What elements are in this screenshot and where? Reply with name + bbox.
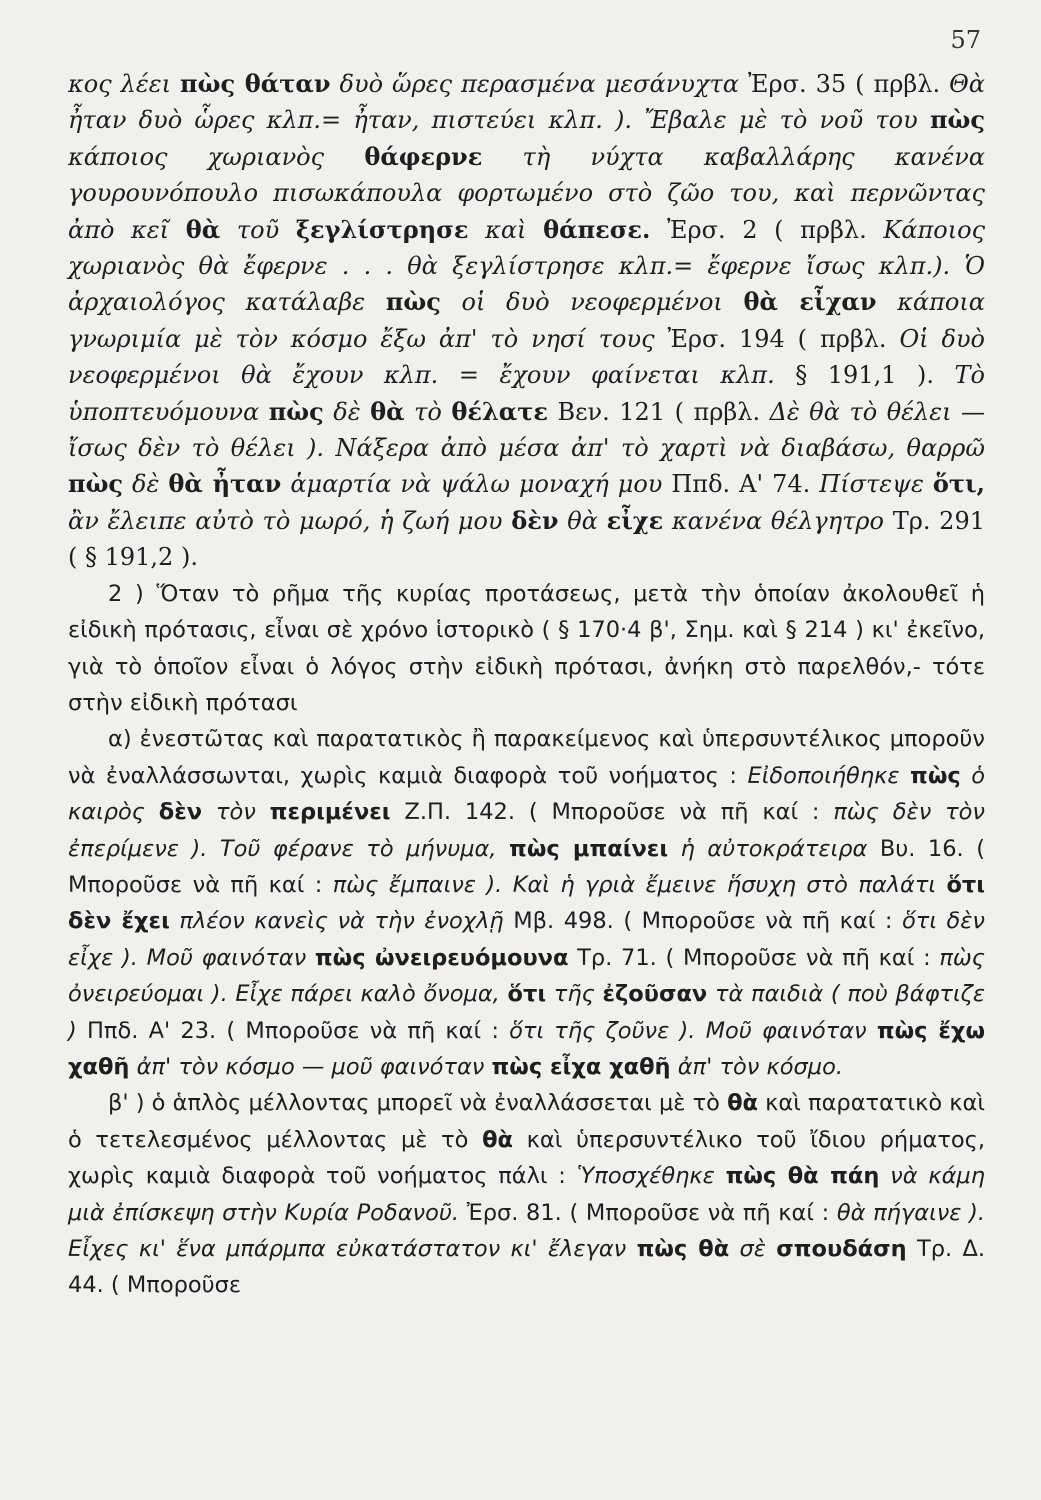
italic-example-text: Εἶχε πάρει καλὸ ὄνομα, (235, 981, 508, 1008)
body-text-run: Βεν. 121 ( πρβλ. (547, 397, 770, 426)
bold-example-word: πὼς ἔχω χαθῆ (68, 1017, 986, 1080)
paragraph-p4 (68, 1085, 985, 1303)
italic-example-text: ἀπ' τὸν κόσμο — μοῦ φαινόταν (129, 1053, 492, 1080)
italic-example-text: Νάξερα ἀπὸ μέσα ἀπ' τὸ χαρτὶ νὰ διαβάσω, θαρρῶ (335, 434, 985, 463)
bold-example-word: πὼς μπαίνει (509, 835, 669, 862)
bold-example-word: θὰ (727, 1090, 758, 1117)
body-text-run: α) ἐνεστῶτας καὶ παρατατικὸς ἢ παρακείμενος καὶ ὑπερσυντέλικος μποροῦν νὰ ἐναλλάσσωνται, χωρὶς καμιὰ διαφορὰ τοῦ νοήματος : (68, 726, 985, 789)
bold-example-word: πὼς (68, 469, 124, 499)
italic-example-text: Μοῦ φαινόταν (705, 1017, 877, 1044)
paragraph-p1 (68, 66, 985, 576)
body-text (68, 66, 985, 1304)
paragraph-p2 (68, 576, 985, 722)
italic-example-text: Τοῦ φέρανε τὸ μήνυμα, (219, 835, 510, 862)
italic-example-text: καὶ (468, 215, 544, 244)
paragraph-p3 (68, 721, 985, 1085)
italic-example-text: ἀπ' τὸν κόσμο. (670, 1053, 843, 1080)
italic-example-text: ὅτι τῆς ζοῦνε ). (509, 1017, 696, 1044)
italic-example-text: σὲ (729, 1236, 777, 1262)
italic-example-text: τὰ παιδιὰ ( ποὺ βάφτιζε ) (68, 981, 985, 1044)
italic-example-text: θὰ (558, 506, 607, 535)
italic-example-text: Δὲ θὰ τὸ θέλει — ἴσως δὲν τὸ θέλει ). (68, 397, 986, 463)
body-text-run (502, 872, 512, 898)
body-text-run (950, 252, 964, 280)
italic-example-text: Τὸ ὑποπτευόμουνα (68, 361, 985, 426)
italic-example-text: πὼς δὲν τὸν ἐπερίμενε ). (68, 799, 985, 862)
italic-example-text: ὅτι δὲν εἶχε ). (68, 908, 985, 971)
body-text-run: Ζ.Π. 142. ( Μποροῦσε νὰ πῆ καί : (390, 799, 834, 826)
bold-example-word: ὅτι δὲν ἔχει (68, 871, 986, 935)
italic-example-text: ἁμαρτία νὰ ψάλω μοναχή μου (281, 470, 672, 499)
bold-example-word: θὰ ἦταν (168, 469, 282, 499)
italic-example-text: κάποια γνωριμία μὲ τὸν κόσμο ἔξω ἀπ' τὸ νησί τους (68, 288, 985, 353)
italic-example-text: Οἱ δυὸ νεοφερμένοι θὰ ἔχουν κλπ. = ἔχουν φαίνεται κλπ. (68, 324, 985, 390)
italic-example-text: Εἰδοποιήθηκε (747, 762, 911, 789)
body-text-run: § 191,1 ). (774, 361, 955, 390)
page-number: 57 (950, 26, 981, 54)
bold-example-word: πὼς (385, 287, 441, 317)
bold-example-word: θὰ (185, 214, 221, 244)
italic-example-text: Μοῦ φαινόταν (146, 944, 315, 971)
italic-example-text: πὼς ἔμπαινε ). (332, 871, 503, 898)
italic-example-text: Θὰ ἦταν δυὸ ὧρες κλπ.= ἦταν, πιστεύει κλπ. ). (68, 70, 986, 135)
italic-example-text: Κάποιος χωριανὸς θὰ ἔφερνε . . . θὰ ξεγλίστρησε κλπ.= ἔφερνε ἴσως κλπ.). (68, 215, 986, 281)
italic-example-text: πλέον κανεὶς νὰ τὴν ἐνοχλῇ (169, 908, 514, 935)
bold-example-word: δὲν (158, 799, 203, 826)
bold-example-word: σπουδάση (776, 1236, 907, 1262)
bold-example-word: πὼς (910, 762, 961, 789)
italic-example-text: δὲ (123, 470, 169, 499)
italic-example-text: Εἶχες κι' ἕνα μπάρμπα εὐκατάστατον κι' ἔλεγαν (68, 1236, 637, 1262)
body-text-run: Μβ. 498. ( Μποροῦσε νὰ πῆ καί : (513, 908, 903, 935)
bold-example-word: ὅτι, (932, 469, 985, 499)
italic-example-text: ἡ αὐτοκράτειρα (668, 835, 880, 862)
body-text-run (138, 945, 147, 971)
body-text-run: Τρ. 71. ( Μποροῦσε νὰ πῆ καί : (568, 944, 940, 971)
italic-example-text: θὰ πήγαινε ). (836, 1199, 985, 1226)
bold-example-word: πὼς θὰ πάη (725, 1163, 880, 1190)
bold-example-word: πὼς ὠνειρευόμουνα (314, 944, 569, 971)
body-text-run: Ἐρσ. 81. ( Μποροῦσε νὰ πῆ καί : (466, 1199, 837, 1226)
bold-example-word: πὼς (268, 396, 324, 426)
italic-example-text: κανένα θέλγητρο (663, 506, 893, 535)
italic-example-text: Ὁ ἀρχαιολόγος κατάλαβε (68, 252, 985, 317)
bold-example-word: πὼς θάταν (180, 69, 331, 98)
body-text-run: Ἐρσ. 35 ( πρβλ. (747, 70, 950, 98)
bold-example-word: ξεγλίστρησε (295, 214, 469, 244)
italic-example-text: Ὑποσχέθηκε (576, 1163, 726, 1190)
body-text-run (695, 1018, 705, 1044)
italic-example-text: πὼς ὀνειρεύομαι ). (68, 944, 985, 1008)
italic-example-text: δὲ (323, 397, 371, 426)
body-text-run (632, 106, 644, 134)
body-text-run: καὶ παρατατικὸ καὶ ὁ τετελεσμένος μέλλοντας μὲ τὸ (68, 1090, 985, 1153)
italic-example-text: ἂν ἔλειπε αὐτὸ τὸ μωρό, ἡ ζωή μου (68, 506, 512, 535)
body-text-run: καὶ ὑπερσυντέλικο τοῦ ἴδιου ρήματος, χωρὶς καμιὰ διαφορὰ τοῦ νοήματος πάλι : (68, 1126, 986, 1190)
italic-example-text: οἱ δυὸ νεοφερμένοι (440, 288, 744, 317)
bold-example-word: ἐζοῦσαν (602, 981, 708, 1008)
italic-example-text: νὰ κάμη μιὰ ἐπίσκεψη στὴν Κυρία Ροδανοῦ. (68, 1163, 985, 1226)
body-text-run: Ππδ. Α' 74. (671, 470, 820, 499)
body-text-run (207, 836, 220, 862)
italic-example-text: τὸν (202, 799, 270, 826)
bold-example-word: δὲν (511, 505, 559, 535)
bold-example-word: θὰ εἶχαν (743, 287, 877, 317)
bold-example-word: εἶχε (606, 505, 664, 535)
body-text-run: Τρ. 291 ( § 191,2 ). (68, 506, 985, 572)
body-text-run: β' ) ὁ ἁπλὸς μέλλοντας μπορεῖ νὰ ἐναλλάσσεται μὲ τὸ (108, 1090, 728, 1117)
italic-example-text: Ἔβαλε μὲ τὸ νοῦ του (644, 106, 930, 135)
body-text-run: Βυ. 16. ( Μποροῦσε νὰ πῆ καί : (68, 835, 985, 898)
body-text-run (324, 434, 335, 462)
body-text-run: Τρ. Δ. 44. ( Μποροῦσε (68, 1236, 985, 1299)
italic-example-text: κάποιος χωριανὸς (68, 142, 365, 171)
bold-example-word: θάφερνε (364, 141, 483, 171)
body-text-run: Ἐρσ. 2 ( πρβλ. (650, 215, 884, 244)
italic-example-text: ὁ καιρὸς (68, 762, 985, 826)
italic-example-text: κος λέει (68, 70, 181, 98)
bold-example-word: θὰ (482, 1126, 513, 1153)
italic-example-text: δυὸ ὥρες περασμένα μεσάνυχτα (330, 70, 748, 98)
bold-example-word: πὼς (929, 105, 985, 135)
italic-example-text: τὴ νύχτα καβαλλάρης κανένα γουρουνόπουλο πισωκάπουλα φορτωμένο στὸ ζῶο του, καὶ περνῶντας ἀπὸ κεῖ (68, 142, 985, 244)
body-text-run: Ἐρσ. 194 ( πρβλ. (667, 324, 900, 353)
body-text-run: Ππδ. Α' 23. ( Μποροῦσε νὰ πῆ καί : (87, 1017, 510, 1044)
italic-example-text: τῆς (546, 981, 603, 1008)
bold-example-word: θέλατε (451, 396, 548, 426)
italic-example-text: Πίστεψε (819, 470, 933, 499)
body-text-run: 2 ) Ὅταν τὸ ρῆμα τῆς κυρίας προτάσεως, μετὰ τὴν ὁποίαν ἀκολουθεῖ ἡ εἰδικὴ πρότασις, εἶναι σὲ χρόνο ἱστορικὸ ( § 170·4 β', Σημ. καὶ § 214 ) κι' ἐκεῖνο, γιὰ τὸ ὁποῖον εἶναι ὁ λόγος στὴν εἰδικὴ πρότασι, ἀνήκη στὸ παρελθόν,- τότε στὴν εἰδικὴ πρότασι (68, 580, 985, 716)
italic-example-text: Καὶ ἡ γριὰ ἔμεινε ἥσυχη στὸ παλάτι (512, 871, 947, 898)
bold-example-word: περιμένει (269, 799, 391, 826)
bold-example-word: πὼς εἶχα χαθῆ (491, 1053, 671, 1080)
bold-example-word: θὰ (370, 396, 405, 426)
italic-example-text: τοῦ (220, 215, 296, 244)
bold-example-word: ὅτι (507, 981, 547, 1008)
bold-example-word: θάπεσε. (543, 214, 651, 244)
italic-example-text: τὸ (404, 397, 452, 426)
bold-example-word: πὼς θὰ (636, 1236, 730, 1262)
